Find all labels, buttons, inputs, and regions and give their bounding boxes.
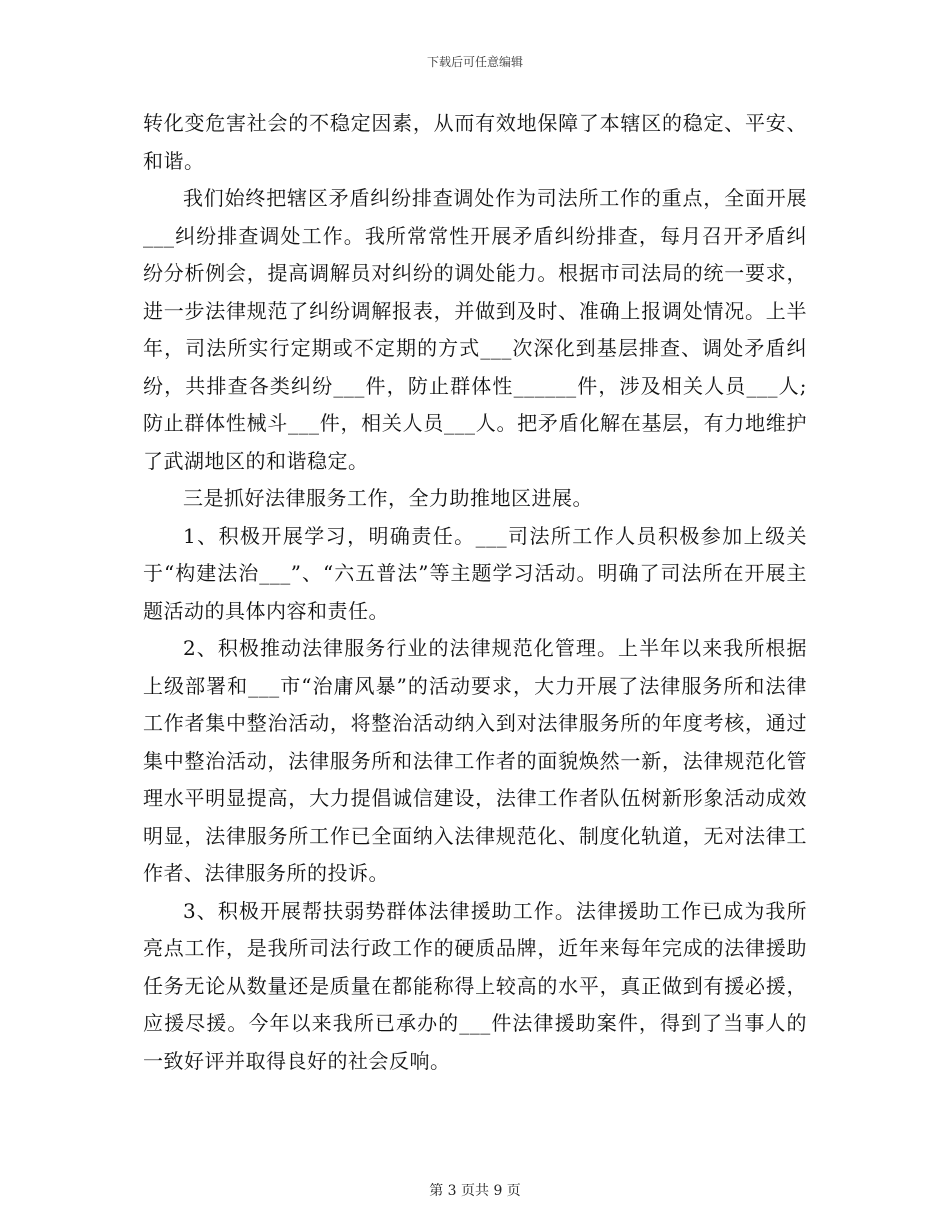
paragraph-item-3-legal-aid: 3、积极开展帮扶弱势群体法律援助工作。法律援助工作已成为我所亮点工作，是我所司法行政工作的硬质品牌，近年来每年完成的法律援助任务无论从数量还是质量在都能称得上较高的水平，真正做到有援必援，应援尽援。今年以来我所已承办的___件法律援助案件，得到了当事人的一致好评并取得良好的社会反响。 bbox=[143, 898, 807, 1073]
document-body bbox=[143, 105, 807, 1080]
paragraph-item-1-study: 1、积极开展学习，明确责任。___司法所工作人员积极参加上级关于“构建法治___”、“六五普法”等主题学习活动。明确了司法所在开展主题活动的具体内容和责任。 bbox=[143, 523, 807, 623]
paragraph-legal-service-heading: 三是抓好法律服务工作，全力助推地区进展。 bbox=[183, 486, 593, 510]
paragraph-continuation: 转化变危害社会的不稳定因素，从而有效地保障了本辖区的稳定、平安、和谐。 bbox=[143, 111, 807, 173]
paragraph-dispute-mediation: 我们始终把辖区矛盾纠纷排查调处作为司法所工作的重点，全面开展___纠纷排查调处工作。我所常常性开展矛盾纠纷排查，每月召开矛盾纠纷分析例会，提高调解员对纠纷的调处能力。根据市司法局的统一要求，进一步法律规范了纠纷调解报表，并做到及时、准确上报调处情况。上半年，司法所实行定期或不定期的方式___次深化到基层排查、调处矛盾纠纷，共排查各类纠纷___件，防止群体性______件，涉及相关人员___人;防止群体性械斗___件，相关人员___人。把矛盾化解在基层，有力地维护了武湖地区的和谐稳定。 bbox=[143, 186, 807, 473]
page-header: 下载后可任意编辑 bbox=[426, 55, 523, 69]
page-footer-number: 第 3 页共 9 页 bbox=[429, 1183, 521, 1199]
paragraph-item-2-management: 2、积极推动法律服务行业的法律规范化管理。上半年以来我所根据上级部署和___市“治庸风暴”的活动要求，大力开展了法律服务所和法律工作者集中整治活动，将整治活动纳入到对法律服务所的年度考核，通过集中整治活动，法律服务所和法律工作者的面貌焕然一新，法律规范化管理水平明显提高，大力提倡诚信建设，法律工作者队伍树新形象活动成效明显，法律服务所工作已全面纳入法律规范化、制度化轨道，无对法律工作者、法律服务所的投诉。 bbox=[143, 636, 807, 885]
